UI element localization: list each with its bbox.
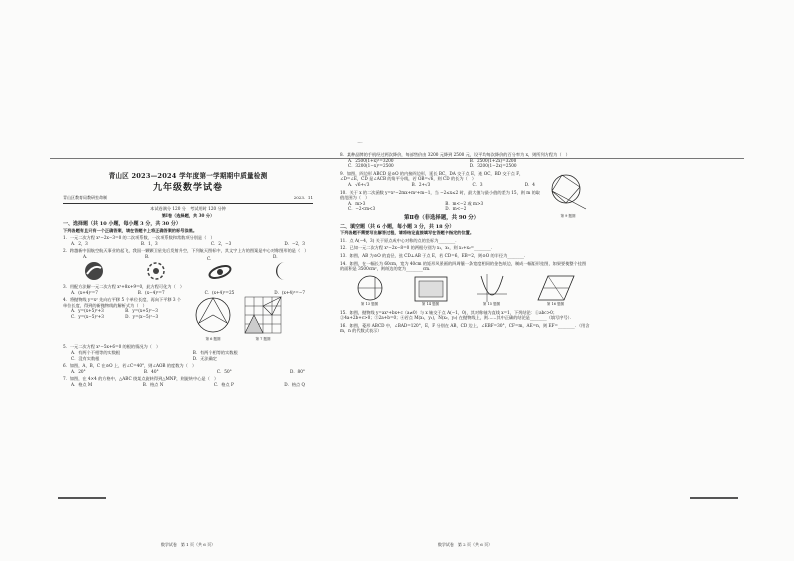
question-4-text-block [63, 295, 183, 342]
option-figure [145, 254, 167, 282]
option: B．格点 N [142, 381, 164, 387]
option: D．4 [524, 181, 535, 187]
grid-diagram-icon [243, 295, 283, 335]
org-name: 青山区教育局教研室命制 [63, 195, 107, 201]
option: C．50° [216, 368, 232, 374]
volume-2-title: 第Ⅱ卷（非选择题，共 90 分） [403, 214, 480, 221]
question-8: 8．某种品牌的手机经过两次降价，每部售价由 3200 元降到 2500 元，设平均每次降价的百分率为 x，则所列方程为（ ） [340, 152, 570, 157]
option: B．2+√3 [411, 181, 431, 187]
question-4: 4．将抛物线 y=x² 先向右平移 5 个单位长度，再向下平移 3 个单位长度，得到的新抛物线的解析式为（ ） [63, 297, 182, 308]
option-figure [207, 256, 233, 282]
option: A．2500(1+x)²=3200 [348, 157, 394, 163]
section-2-title: 二、填空题（共 6 小题，每小题 3 分，共 18 分） [340, 223, 455, 230]
question-11: 11．点 A(−4，3) 关于原点成中心对称的点的坐标为________． [340, 237, 460, 243]
option: A．m>3 [348, 200, 366, 206]
section-1-instructions: 下列各题有且只有一个正确答案，请在答题卡上将正确答案的标号涂黑。 [63, 227, 198, 233]
option: A．(x+4)²=7 [71, 289, 98, 295]
exam-date: 2023．11 [293, 195, 313, 201]
question-8-options [340, 158, 590, 169]
option: D．格点 Q [284, 381, 305, 387]
option: B. [145, 254, 150, 260]
option: C．没有实数根 [71, 355, 100, 361]
figures-13-16 [340, 274, 590, 308]
inscribed-quad-diagram-icon [546, 169, 590, 213]
exam-meta: 本试卷满分 120 分 考试用时 120 分钟 [150, 205, 226, 211]
option: A. [83, 254, 88, 260]
question-1: 1．一元二次方程 x²−2x−3=0 的二次项系数、一次项系数和常数项分别是（ ） [63, 235, 215, 241]
figure-15 [477, 274, 507, 308]
option: D．无法确定 [192, 355, 217, 361]
question-2: 2．跨越新中国航空航天事业的起飞，我国一颗颗卫星先后发射升空，下列航天图标中，其文字上方的图案是中心对称图形的是（ ） [63, 248, 309, 254]
figures-6-7 [183, 295, 283, 342]
figure-9 [546, 169, 590, 220]
question-10-options [340, 201, 543, 212]
figure-caption: 第 16 题图 [546, 302, 565, 307]
figure-6-caption: 第 6 题图 [205, 336, 221, 341]
question-7: 7．如图，在 4×4 的方格中，△ABC 绕某点旋转得到△MNP，则旋转中心是（ ） [63, 376, 219, 382]
option: B．m<−2 或 m>3 [445, 200, 484, 206]
figure-9-caption: 第 9 题图 [560, 214, 576, 219]
question-15: 15．如图，抛物线 y=ax²+bx+c（a≠0）与 x 轴交于点 A(−1，0)，其对称轴为直线 x=1，下列结论：①abc>0；②4a+2b+c>0；③2a+b=0；④若点 M(x₁，y₁)，N(x₂，y₂) 在抛物线上，则……其中正确的结论是________（填写序号）． [340, 309, 574, 321]
section-2-instructions: 下列各题不需要写出解答过程，请将结论直接填写在答题卡指定的位置。 [340, 230, 475, 236]
question-5: 5．一元二次方程 x²−5x+6=0 的根的情况为（ ） [63, 344, 161, 350]
question-9: 9．如图，四边形 ABCD 是⊙O 的内接四边形，延长 BC，DA 交于点 E，连 OC，BD 交于点 F，∠D=∠E，CD 是∠ACB 的角平分线，若 OB=√6，则 CD 的长为（ ） [340, 170, 524, 182]
question-9-options [340, 182, 543, 188]
pen-mark: 〜 [357, 140, 364, 147]
option: C．(x+4)²=25 [204, 289, 235, 295]
page-footer: 数学试卷 第 1 页（共 6 页） [160, 542, 216, 548]
parabola-graph-icon [477, 274, 507, 302]
circle-chord-diagram-icon [355, 274, 385, 302]
option: A．有两个不相等的实数根 [71, 349, 121, 355]
figure-caption: 第 14 题图 [421, 302, 440, 307]
option: C．3200(1−x)²=2500 [348, 163, 394, 169]
question-14: 14．如图，在一幅长为 60cm，宽为 40cm 的矩形风景画的四周镶一条宽度相同的金色纸边，制成一幅矩形挂图，如果要使整个挂图的面积是 3500cm²，则纸边的宽为________cm． [340, 260, 587, 272]
option: C．3 [472, 181, 483, 187]
figure-14 [414, 276, 448, 308]
orbit-logo-icon [207, 262, 233, 282]
option: A．√6+√3 [348, 181, 370, 187]
exam-page-left [63, 150, 313, 548]
option: D．y=(x−5)²−3 [125, 313, 159, 319]
option: C．y=(x−5)²+3 [71, 313, 104, 319]
exam-subtitle: 九年级数学试卷 [152, 182, 223, 193]
question-16: 16．如图，菱形 ABCD 中，∠BAD=120°，E，F 分别在 AB，CD 边上，∠EBF=30°，CF=m，AE=n，则 EF=________．（用含 m，n 的代数式表示） [340, 322, 590, 334]
question-5-options [63, 350, 313, 361]
question-4-options [63, 308, 183, 319]
option: A．20° [71, 368, 86, 374]
scan-edge-mark [58, 497, 106, 499]
option: C. [207, 256, 212, 262]
option: D. [273, 254, 278, 260]
figure-6 [191, 295, 235, 342]
option: D．m<−2 [445, 206, 467, 212]
circle-diagram-icon [191, 295, 235, 335]
question-13: 13．如图，AB 为⊙O 的直径，弦 CD⊥AB 于点 E，若 CD=6，EB=2，则⊙O 的半径为________． [340, 252, 529, 258]
question-4-block [63, 295, 313, 342]
page-footer: 数学试卷 第 2 页（共 6 页） [437, 542, 493, 548]
question-3: 3．用配方法解一元二次方程 x²+8x+9=0，此方程可化为（ ） [63, 283, 185, 289]
exam-page-right [340, 150, 590, 548]
option: C．2，−3 [210, 240, 232, 246]
option: D．80° [290, 368, 305, 374]
option: A．格点 M [71, 381, 93, 387]
option: B．(x−4)²=7 [137, 289, 165, 295]
option-figure [273, 254, 293, 282]
option: B．有两个相等的实数根 [192, 349, 238, 355]
rhombus-diagram-icon [536, 274, 576, 302]
question-7-options [63, 382, 313, 388]
section-1-title: 一、选择题（共 10 小题，每小题 3 分，共 30 分） [63, 220, 181, 227]
figure-caption: 第 13 题图 [360, 302, 379, 307]
question-2-figures [63, 256, 313, 282]
figure-7 [243, 295, 283, 342]
question-6-options [63, 369, 313, 375]
question-10: 10．关于 x 的二次函数 y=x²−2mx+m²+m−1，当 −2≤x≤2 时，最大值与最小值的差为 15，则 m 的取值范围为（ ） [340, 189, 540, 201]
option: B．40° [143, 368, 159, 374]
question-12: 12．已知一元二次方程 x²−2x−8=0 的两根分别为 x₁，x₂，则 x₁+x₂=________． [340, 245, 496, 251]
volume-1-title: 第Ⅰ卷（选择题，共 30 分） [161, 213, 215, 219]
spiral-logo-icon [145, 260, 167, 282]
option: B．y=(x+5)²−3 [125, 308, 158, 314]
figure-16 [536, 274, 576, 308]
scan-edge-mark [690, 497, 738, 499]
framed-picture-icon [414, 276, 448, 302]
figure-13 [355, 274, 385, 308]
space-logo-icon [83, 260, 105, 282]
option: B．2500(1+2x)=3200 [469, 157, 517, 163]
figure-7-caption: 第 7 题图 [255, 336, 271, 341]
exam-title: 青山区 2023—2024 学年度第一学期期中质量检测 [108, 172, 268, 180]
question-1-options [63, 241, 313, 247]
option: B．1，3 [140, 240, 158, 246]
org-row [63, 195, 313, 204]
option: D．3200(1−2x)=2500 [469, 163, 517, 169]
option: D．(x+4)²=−7 [274, 289, 305, 295]
option: C．−2<m<3 [348, 206, 376, 212]
option: C．格点 P [213, 381, 234, 387]
option: A．2，3 [71, 240, 88, 246]
crescent-logo-icon [273, 260, 293, 282]
figure-caption: 第 15 题图 [482, 302, 501, 307]
option-figure [83, 254, 105, 282]
option: A．y=(x+5)²+3 [71, 308, 104, 314]
option: D．−2，3 [284, 240, 305, 246]
question-6: 6．如图，A，B，C 在⊙O 上，若∠C=40°，则∠AOB 的度数为（ ） [63, 363, 197, 369]
